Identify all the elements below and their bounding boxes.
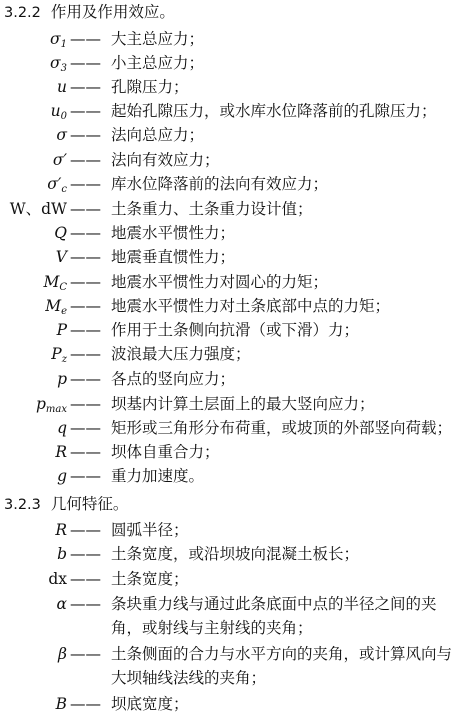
definition: 地震垂直惯性力； [111, 248, 236, 266]
symbol-entry [0, 27, 471, 51]
dash: —— [70, 151, 101, 169]
symbol-entry [0, 51, 471, 75]
symbol-entry [0, 245, 471, 269]
dash: —— [70, 248, 101, 266]
symbol: $M_e$ [45, 297, 67, 317]
definition: 土条宽度； [111, 570, 189, 588]
dash: —— [70, 695, 101, 713]
definition: 重力加速度。 [111, 467, 205, 485]
symbol-entry [0, 221, 471, 245]
symbol: $p_{max}$ [35, 395, 67, 415]
definition: 起始孔隙压力，或水库水位降落前的孔隙压力； [111, 102, 437, 120]
section-heading-3-2-3 [4, 494, 128, 515]
symbol: R [55, 521, 67, 539]
definition: 条块重力线与通过此条底面中点的半径之间的夹 [111, 595, 437, 613]
definition: 孔隙压力； [111, 78, 189, 96]
symbol-entry [0, 642, 471, 690]
dash: —— [70, 30, 101, 48]
definition: 大主总应力； [111, 30, 205, 48]
definition: 库水位降落前的法向有效应力； [111, 175, 329, 193]
section-title: 作用及作用效应。 [50, 3, 175, 21]
symbol: Q [54, 224, 67, 242]
dash: —— [70, 645, 101, 663]
symbol: b [57, 545, 67, 563]
symbol: σ [56, 126, 67, 144]
dash: —— [70, 297, 101, 315]
definition: 地震水平惯性力对圆心的力矩； [111, 273, 329, 291]
symbol-entry [0, 270, 471, 294]
symbol: p [57, 370, 67, 388]
definition: 波浪最大压力强度； [111, 345, 251, 363]
section-number: 3.2.2 [4, 5, 41, 21]
dash: —— [70, 570, 101, 588]
definition: 圆弧半径； [111, 521, 189, 539]
dash: —— [70, 467, 101, 485]
definition: 土条宽度，或沿坝坡向混凝土板长； [111, 545, 360, 563]
symbol: $P_z$ [51, 345, 67, 365]
symbol: R [55, 443, 67, 461]
definition: 坝底宽度； [111, 695, 189, 713]
symbol-entry [0, 567, 471, 591]
symbol-entry [0, 123, 471, 147]
dash: —— [70, 102, 101, 120]
symbol: u [57, 78, 67, 96]
symbol-entry [0, 99, 471, 123]
dash: —— [70, 370, 101, 388]
definition: 法向总应力； [111, 126, 205, 144]
symbol-entry [0, 294, 471, 318]
definition: 法向有效应力； [111, 151, 220, 169]
symbol: V [55, 248, 67, 266]
symbol-entry [0, 172, 471, 196]
definition: 坝体自重合力； [111, 443, 220, 461]
symbol: q [57, 419, 67, 437]
definition-continued: 角，或射线与主射线的夹角； [111, 619, 313, 637]
dash: —— [70, 595, 101, 613]
dash: —— [70, 200, 101, 218]
symbol-entry [0, 542, 471, 566]
dash: —— [70, 545, 101, 563]
section-number: 3.2.3 [4, 497, 41, 513]
dash: —— [70, 273, 101, 291]
definition: 矩形或三角形分布荷重，或坡顶的外部竖向荷载； [111, 419, 453, 437]
section-heading-3-2-2 [4, 2, 175, 23]
symbol: $\sigma_3$ [50, 54, 67, 74]
symbol-entry [0, 416, 471, 440]
definition: 作用于土条侧向抗滑（或下滑）力； [111, 321, 360, 339]
dash: —— [70, 126, 101, 144]
symbol: $M_C$ [43, 273, 67, 293]
definition: 地震水平惯性力； [111, 224, 236, 242]
symbol-entry [0, 592, 471, 640]
dash: —— [70, 419, 101, 437]
symbol-entry [0, 148, 471, 172]
dash: —— [70, 321, 101, 339]
dash: —— [70, 443, 101, 461]
definition: 坝基内计算土层面上的最大竖向应力； [111, 395, 375, 413]
dash: —— [70, 78, 101, 96]
symbol-entry [0, 692, 471, 716]
symbol-entry [0, 464, 471, 488]
definition: 土条侧面的合力与水平方向的夹角，或计算风向与 [111, 645, 453, 663]
dash: —— [70, 345, 101, 363]
symbol: $\sigma_1$ [50, 30, 67, 50]
symbol-entry [0, 518, 471, 542]
symbol: β [58, 645, 67, 663]
dash: —— [70, 54, 101, 72]
symbol: g [57, 467, 67, 485]
dash: —— [70, 224, 101, 242]
symbol-entry [0, 342, 471, 366]
symbol: W、dW [9, 200, 67, 218]
symbol: P [56, 321, 67, 339]
symbol-entry [0, 197, 471, 221]
definition-continued: 大坝轴线法线的夹角； [111, 669, 267, 687]
dash: —— [70, 175, 101, 193]
symbol-entry [0, 440, 471, 464]
symbol: α [56, 595, 67, 613]
definition: 地震水平惯性力对土条底部中点的力矩； [111, 297, 391, 315]
symbol-entry [0, 367, 471, 391]
dash: —— [70, 521, 101, 539]
symbol: $\sigma'_c$ [47, 175, 67, 195]
symbol: $u_0$ [50, 102, 67, 122]
symbol: dx [48, 570, 67, 588]
symbol-entry [0, 75, 471, 99]
definition: 各点的竖向应力； [111, 370, 236, 388]
dash: —— [70, 395, 101, 413]
section-title: 几何特征。 [50, 495, 129, 513]
symbol-entry [0, 318, 471, 342]
definition: 小主总应力； [111, 54, 205, 72]
symbol-entry [0, 392, 471, 416]
symbol: σ′ [52, 151, 67, 169]
symbol: B [55, 695, 67, 713]
definition: 土条重力、土条重力设计值； [111, 200, 313, 218]
